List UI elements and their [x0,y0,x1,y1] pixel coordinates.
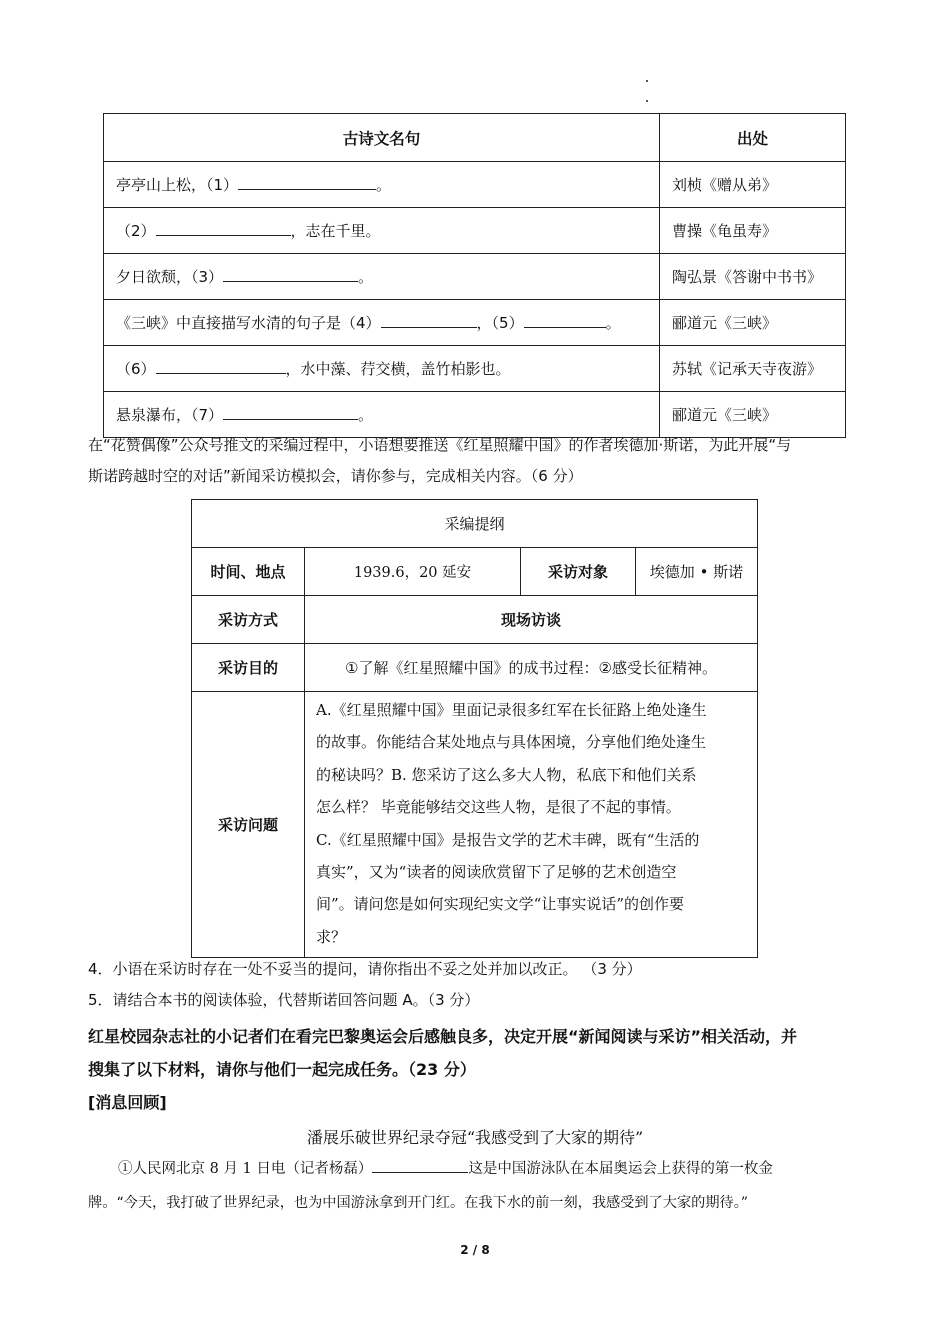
question-4: 4．小语在采访时存在一处不妥当的提问，请你指出不妥之处并加以改正。 （3 分） [88,960,642,978]
page-number: 2 / 8 [460,1243,490,1257]
time-place-label: 时间、地点 [192,548,305,596]
questions-cell: A.《红星照耀中国》里面记录很多红军在长征路上绝处逢生 的故事。你能结合某处地点与具体困境，分享他们绝处逢生 的秘诀吗？B. 您采访了这么多大人物，私底下和他们关系 怎么样？ 毕竟能够结交这些人物，是很了不起的事情。 C.《红星照耀中国》是报告文学的艺术丰碑，既有“生活的 真实”，又为“读者的阅读欣赏留下了足够的艺术创造空 间”。请问您是如何实现纪实文学“让事实说话”的创作要 求？ [305,692,758,958]
question-5: 5．请结合本书的阅读体验，代替斯诺回答问题 A。（3 分） [88,991,480,1009]
source-cell: 刘桢《赠从弟》 [660,162,846,208]
purpose-label: 采访目的 [192,644,305,692]
poem-table [103,113,846,438]
answer-blank[interactable] [223,405,358,420]
source-cell: 苏轼《记承天寺夜游》 [660,346,846,392]
intro-paragraph: 在“花赞偶像”公众号推文的采编过程中，小语想要推送《红星照耀中国》的作者埃德加·斯诺，为此开展“与 斯诺跨越时空的对话”新闻采访模拟会，请你参与，完成相关内容。（6 分） [88,436,792,485]
method-label: 采访方式 [192,596,305,644]
subject-value: 埃德加 • 斯诺 [636,548,758,596]
answer-blank[interactable] [156,359,286,374]
header-source: 出处 [660,114,846,162]
table-row: （2） ，志在千里。 曹操《龟虽寿》 [104,208,846,254]
answer-blank[interactable] [381,313,477,328]
source-cell: 郦道元《三峡》 [660,300,846,346]
table-row: 《三峡》中直接描写水清的句子是（4） ，（5） 。 郦道元《三峡》 [104,300,846,346]
questions-label: 采访问题 [192,692,305,958]
task-instructions: 红星校园杂志社的小记者们在看完巴黎奥运会后感触良多，决定开展“新闻阅读与采访”相关活动，并 搜集了以下材料，请你与他们一起完成任务。（23 分） [消息回顾] [88,1020,878,1119]
table-row: 亭亭山上松，（1） 。 刘桢《赠从弟》 [104,162,846,208]
section-heading: [消息回顾] [88,1093,167,1112]
table-header-row [104,114,846,162]
table-row: （6） ，水中藻、荇交横，盖竹柏影也。 苏轼《记承天寺夜游》 [104,346,846,392]
news-headline: 潘展乐破世界纪录夺冠“我感受到了大家的期待” [306,1128,644,1147]
answer-blank[interactable] [223,267,358,282]
interview-outline-table [191,499,758,958]
table-row: 悬泉瀑布，（7） 。 郦道元《三峡》 [104,392,846,438]
table-row: 夕日欲颓，（3） 。 陶弘景《答谢中书书》 [104,254,846,300]
dot-mark [646,80,648,82]
source-cell: 陶弘景《答谢中书书》 [660,254,846,300]
outline-title: 采编提纲 [192,500,758,548]
answer-blank[interactable] [238,175,376,190]
answer-blank[interactable] [524,313,606,328]
header-famous-lines: 古诗文名句 [104,114,660,162]
time-place-value: 1939.6，20 延安 [305,548,521,596]
subject-label: 采访对象 [521,548,636,596]
news-paragraph-1: ①人民网北京 8 月 1 日电（记者杨磊） 这是中国游泳队在本届奥运会上获得的第一枚金 牌。“今天，我打破了世界纪录，也为中国游泳拿到开门红。在我下水的前一刻，我感受到了大家的期待。” [88,1152,878,1220]
source-cell: 郦道元《三峡》 [660,392,846,438]
dot-mark [646,100,648,102]
method-value: 现场访谈 [305,596,758,644]
answer-blank[interactable] [372,1158,468,1173]
answer-blank[interactable] [156,221,291,236]
source-cell: 曹操《龟虽寿》 [660,208,846,254]
purpose-value: ①了解《红星照耀中国》的成书过程：②感受长征精神。 [305,644,758,692]
